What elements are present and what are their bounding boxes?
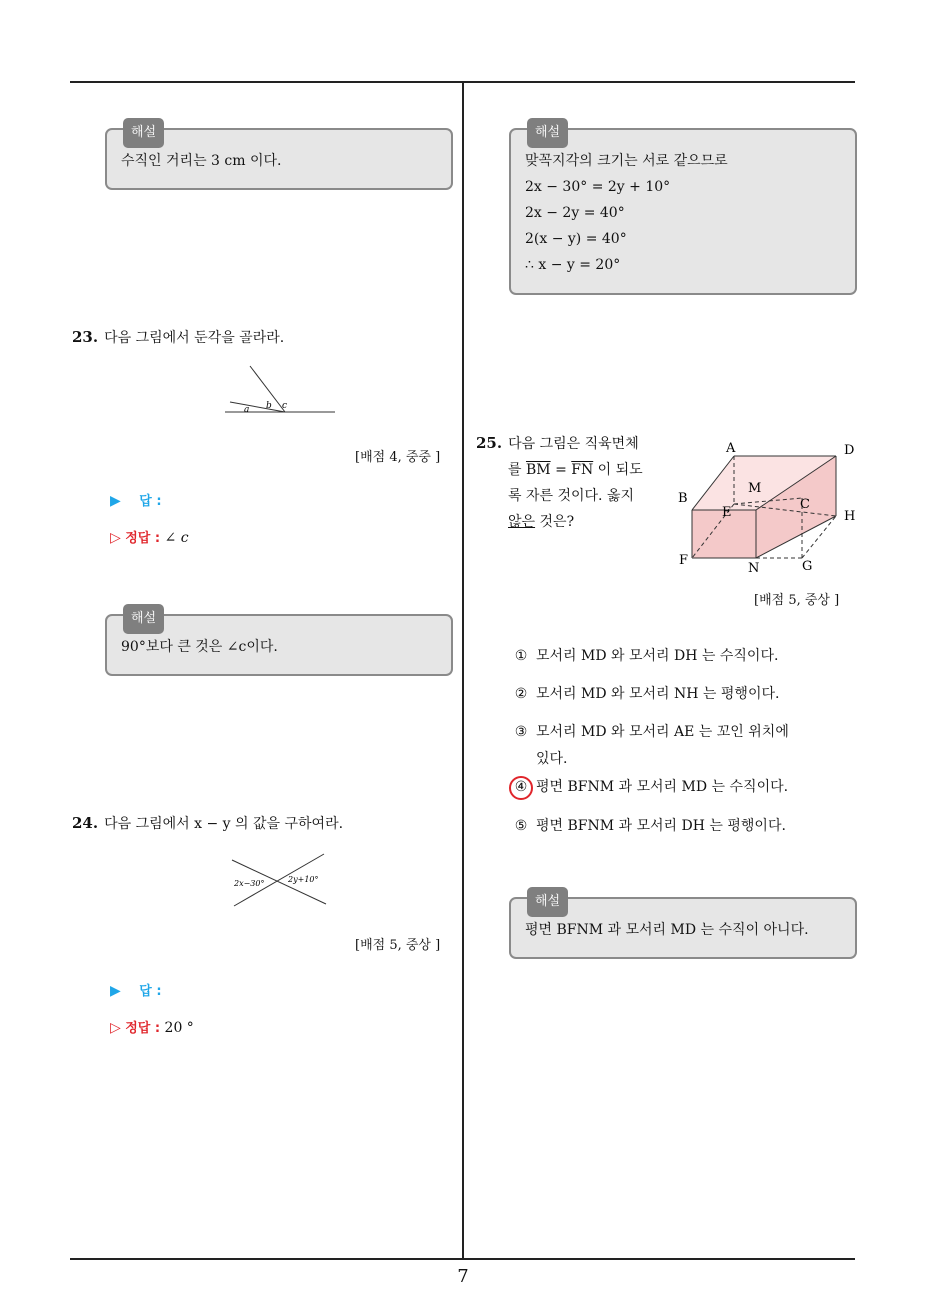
column-divider <box>462 83 464 1260</box>
vertex-m: M <box>748 481 762 496</box>
choice-text: 모서리 MD 와 모서리 DH 는 수직이다. <box>536 648 779 664</box>
mark-25: [배점 5, 중상 ] <box>754 593 840 608</box>
solution-text: 수직인 거리는 3 cm 이다. <box>121 153 282 169</box>
play-icon: ▶ <box>110 983 121 999</box>
choice-text: 평면 BFNM 과 모서리 DH 는 평행이다. <box>536 818 786 834</box>
vertex-b: B <box>678 491 688 506</box>
answer-label: 답 : <box>139 984 162 999</box>
solution-tag: 해설 <box>527 887 568 917</box>
question-number: 23. <box>72 328 99 346</box>
solution-text: 평면 BFNM 과 모서리 MD 는 수직이 아니다. <box>525 922 809 938</box>
triangle-outline-icon: ▷ <box>110 530 121 546</box>
key-value: ∠ c <box>164 530 189 546</box>
triangle-outline-icon: ▷ <box>110 1020 121 1036</box>
fig-label-2x: 2x−30° <box>234 879 265 888</box>
prism-figure-25 <box>676 438 860 578</box>
question-text: 다음 그림에서 둔각을 골라라. <box>104 330 285 346</box>
solution-line: 2x − 2y = 40° <box>525 205 625 221</box>
segment-fn: $\overline{FN}$ <box>571 462 594 478</box>
question-line-4: 것은? <box>539 514 575 530</box>
key-label: 정답 : <box>125 1021 161 1036</box>
choice-number: ③ <box>514 724 528 740</box>
angle-figure-24 <box>228 852 330 910</box>
choice-5[interactable] <box>512 815 786 835</box>
choice-4[interactable] <box>512 776 788 796</box>
vertex-a: A <box>726 441 736 456</box>
segment-bm: $\overline{BM}$ <box>525 462 551 478</box>
fig-label-c: c <box>282 401 288 411</box>
choice-number-selected: ④ <box>512 779 530 795</box>
solution-line: ∴ x − y = 20° <box>525 257 621 273</box>
question-25 <box>476 430 643 535</box>
angle-figure-23 <box>220 362 340 418</box>
question-line-2-post: 이 되도 <box>597 462 643 478</box>
question-number: 25. <box>476 434 503 452</box>
choice-2[interactable] <box>512 683 779 703</box>
question-23 <box>72 327 284 347</box>
underlined-word: 않은 <box>508 514 536 530</box>
solution-box-22 <box>105 125 453 190</box>
page-number: 7 <box>457 1266 469 1287</box>
choice-3[interactable] <box>512 721 789 741</box>
vertex-f: F <box>679 553 689 568</box>
key-label: 정답 : <box>125 531 161 546</box>
mark-24: [배점 5, 중상 ] <box>355 938 441 953</box>
choice-text: 모서리 MD 와 모서리 AE 는 꼬인 위치에 <box>536 724 789 740</box>
key-row-23 <box>110 527 189 546</box>
question-line-2-pre: 를 <box>508 462 522 478</box>
play-icon: ▶ <box>110 493 121 509</box>
vertex-g: G <box>802 559 813 574</box>
solution-text: 90°보다 큰 것은 ∠c이다. <box>121 639 278 655</box>
choice-number: ② <box>514 686 528 702</box>
mark-23: [배점 4, 중중 ] <box>355 450 441 465</box>
solution-tag: 해설 <box>527 118 568 148</box>
solution-line: 2x − 30° = 2y + 10° <box>525 179 671 195</box>
answer-row-24 <box>110 980 162 999</box>
fig-label-a: a <box>244 405 250 415</box>
vertex-c: C <box>800 497 810 512</box>
solution-box-24 <box>509 125 857 295</box>
vertex-d: D <box>844 443 855 458</box>
answer-label: 답 : <box>139 494 162 509</box>
solution-tag: 해설 <box>123 118 164 148</box>
vertex-n: N <box>748 561 760 576</box>
solution-tag: 해설 <box>123 604 164 634</box>
choice-3-continued <box>536 748 568 768</box>
key-row-24 <box>110 1017 194 1036</box>
red-circle-mark-icon <box>508 775 534 801</box>
equals-sign: = <box>555 462 567 478</box>
solution-box-23 <box>105 611 453 676</box>
fig-label-b: b <box>266 401 272 411</box>
choice-text: 있다. <box>536 751 568 767</box>
fig-label-2y: 2y+10° <box>288 875 319 884</box>
vertex-h: H <box>844 509 856 524</box>
question-line-1: 다음 그림은 직육면체 <box>508 436 639 452</box>
solution-line: 맞꼭지각의 크기는 서로 같으므로 <box>525 153 728 169</box>
choice-number: ① <box>514 648 528 664</box>
choice-text: 모서리 MD 와 모서리 NH 는 평행이다. <box>536 686 780 702</box>
choice-text: 평면 BFNM 과 모서리 MD 는 수직이다. <box>536 779 789 795</box>
question-line-3: 록 자른 것이다. 옳지 <box>508 488 634 504</box>
question-number: 24. <box>72 814 99 832</box>
solution-line: 2(x − y) = 40° <box>525 231 627 247</box>
vertex-e: E <box>722 505 732 520</box>
solution-box-25 <box>509 894 857 959</box>
question-24 <box>72 813 343 833</box>
answer-row-23 <box>110 490 162 509</box>
key-value: 20 ° <box>164 1020 194 1036</box>
choice-1[interactable] <box>512 645 778 665</box>
question-text: 다음 그림에서 x − y 의 값을 구하여라. <box>104 816 344 832</box>
choice-number: ⑤ <box>514 818 528 834</box>
